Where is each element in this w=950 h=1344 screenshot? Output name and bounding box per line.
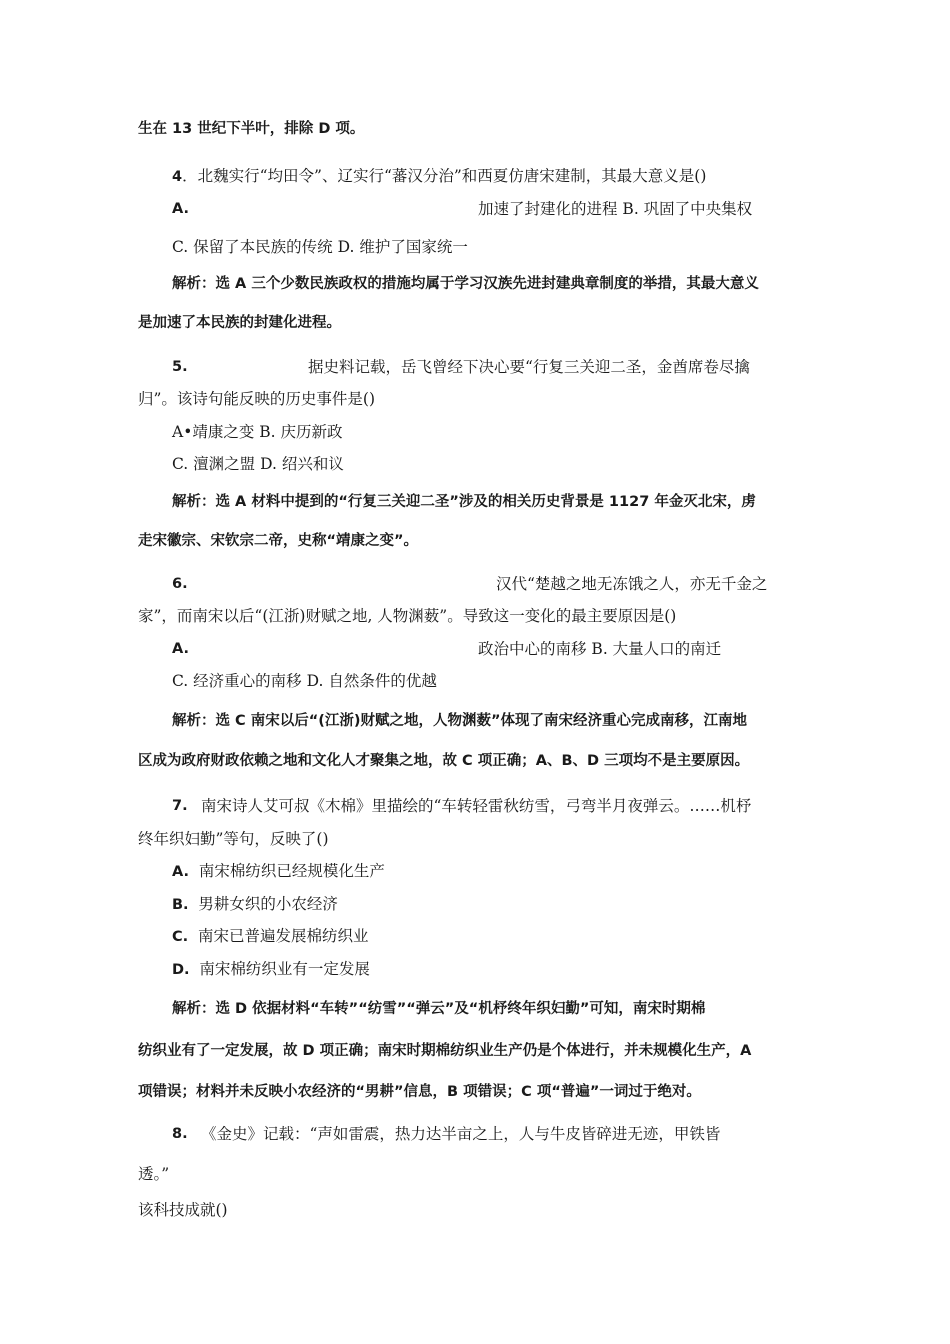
q7-analysis-line-3: 项错误；材料并未反映小农经济的“男耕”信息，B 项错误；C 项“普遍”一词过于绝对。 [138,1084,701,1100]
q6-option-a-b: 政治中心的南移 B. 大量人口的南迁 [478,640,722,658]
intro-tail: 生在 13 世纪下半叶，排除 D 项。 [138,121,365,137]
q7-option-d-label: D. [172,962,190,978]
q4-number: 4 [172,169,183,185]
q7-option-b-text: 男耕女织的小农经济 [198,895,338,913]
q4-option-a-label: A. [172,201,189,217]
q6-option-a-label: A. [172,641,189,657]
q7-option-a-label: A. [172,864,189,880]
q8-stem-line-2: 透。” [138,1165,170,1183]
q7-option-a [172,860,385,883]
q4-analysis-line-1: 解析：选 A 三个少数民族政权的措施均属于学习汉族先进封建典章制度的举措，其最大意义 [172,276,759,292]
q7-option-d-text: 南宋棉纺织业有一定发展 [199,960,370,978]
q7-option-b-label: B. [172,897,189,913]
q7-option-d [172,958,370,981]
q5-option-c-d: C. 澶渊之盟 D. 绍兴和议 [172,455,344,473]
q7-option-b [172,893,338,916]
q8-stem-line-3: 该科技成就() [138,1201,228,1219]
q4-analysis-line-2: 是加速了本民族的封建化进程。 [138,315,341,331]
q7-stem-line-2: 终年织妇勤”等句，反映了() [138,830,329,848]
q5-analysis-line-1: 解析：选 A 材料中提到的“行复三关迎二圣”涉及的相关历史背景是 1127 年金灭北宋，虏 [172,494,756,510]
q5-analysis-line-2: 走宋徽宗、宋钦宗二帝，史称“靖康之变”。 [138,533,419,549]
q5-stem-line-2: 归”。该诗句能反映的历史事件是() [138,390,376,408]
q4-option-c-d: C. 保留了本民族的传统 D. 维护了国家统一 [172,238,468,256]
q7-option-c-label: C. [172,929,189,945]
q6-stem-line-2: 家”，而南宋以后“(江浙)财赋之地, 人物渊薮”。导致这一变化的最主要原因是() [138,607,677,625]
q5-option-a-b: A•靖康之变 B. 庆历新政 [172,423,343,441]
q7-stem-line-1: 南宋诗人艾可叔《木棉》里描绘的“车转轻雷秋纺雪，弓弯半月夜弹云。……机杼 [201,797,752,815]
q6-analysis-line-2: 区成为政府财政依赖之地和文化人才聚集之地，故 C 项正确；A、B、D 三项均不是主要原因。 [138,753,750,769]
q7-number: 7. [172,798,188,814]
q6-stem-line-1: 汉代“楚越之地无冻饿之人，亦无千金之 [496,575,768,593]
q6-number: 6. [172,576,188,592]
q7-option-c [172,925,369,948]
q5-stem-line-1: 据史料记载，岳飞曾经下决心要“行复三关迎二圣，金酋席卷尽擒 [308,358,750,376]
q6-analysis-line-1: 解析：选 C 南宋以后“(江浙)财赋之地，人物渊薮”体现了南宋经济重心完成南移，江南地 [172,713,748,729]
q6-option-c-d: C. 经济重心的南移 D. 自然条件的优越 [172,672,437,690]
q7-option-c-text: 南宋已普遍发展棉纺织业 [198,927,369,945]
q8-stem-line-1: 《金史》记载：“声如雷震，热力达半亩之上，人与牛皮皆碎进无迹，甲铁皆 [201,1125,721,1143]
q4-stem [172,165,706,188]
q7-option-a-text: 南宋棉纺织已经规模化生产 [198,862,385,880]
q8-number: 8. [172,1126,188,1142]
q7-analysis-line-1: 解析：选 D 依据材料“车转”“纺雪”“弹云”及“机杼终年织妇勤”可知，南宋时期棉 [172,1001,706,1017]
q4-stem-text: ．北魏实行“均田令”、辽实行“蕃汉分治”和西夏仿唐宋建制，其最大意义是() [182,167,707,185]
q7-analysis-line-2: 纺织业有了一定发展，故 D 项正确；南宋时期棉纺织业生产仍是个体进行，并未规模化生产，A [138,1043,752,1059]
q5-number: 5. [172,359,188,375]
q4-option-a-b: 加速了封建化的进程 B. 巩固了中央集权 [478,200,753,218]
